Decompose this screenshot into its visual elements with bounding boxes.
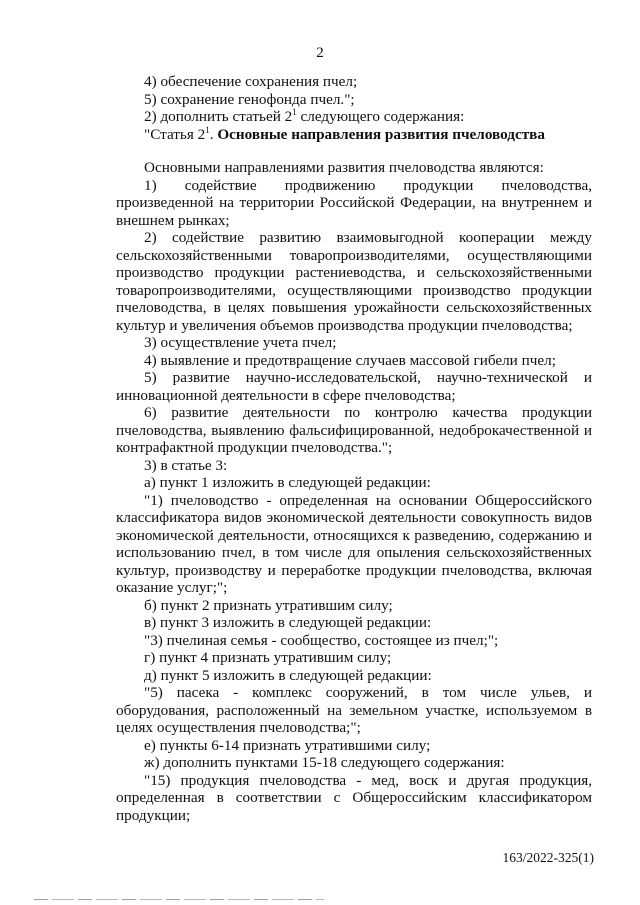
paragraph: б) пункт 2 признать утратившим силу; bbox=[144, 596, 393, 614]
document-body bbox=[116, 73, 592, 824]
text-line bbox=[116, 108, 592, 126]
article-heading bbox=[116, 126, 592, 144]
article-title: Основные направления развития пчеловодства bbox=[217, 125, 545, 143]
paragraph: "1) пчеловодство - определенная на основании Общероссийского классификатора видов экономической деятельности совокупность видов экономической деятельности, относящихся к разведению, содержанию и использованию пчел, в том числе для опыления сельскохозяйственных культур, производству и переработке продукции пчеловодства, включая оказание услуг;"; bbox=[116, 491, 592, 596]
paragraph: Основными направлениями развития пчеловодства являются: bbox=[144, 159, 544, 176]
paragraph: г) пункт 4 признать утратившим силу; bbox=[144, 649, 392, 666]
paragraph: в) пункт 3 изложить в следующей редакции: bbox=[144, 614, 432, 631]
paragraph: 6) развитие деятельности по контролю качества продукции пчеловодства, выявлению фальсифицированной, недоброкачественной и контрафактной продукции пчеловодства."; bbox=[116, 404, 592, 456]
paragraph: 5) развитие научно-исследовательской, научно-технической и инновационной деятельности в сфере пчеловодства; bbox=[116, 369, 592, 404]
text-line: 5) сохранение генофонда пчел."; bbox=[144, 90, 355, 108]
paragraph: д) пункт 5 изложить в следующей редакции: bbox=[144, 666, 432, 684]
paragraph: 3) в статье 3: bbox=[144, 456, 228, 474]
paragraph: 3) осуществление учета пчел; bbox=[144, 334, 337, 351]
paragraph: а) пункт 1 изложить в следующей редакции: bbox=[144, 474, 431, 491]
paragraph: "15) продукция пчеловодства - мед, воск и другая продукция, определенная в соответствии с Общероссийским классификатором продукции; bbox=[116, 771, 592, 824]
paragraph: "5) пасека - комплекс сооружений, в том числе ульев, и оборудования, расположенный на земельном участке, используемом в целях осуществления пчеловодства;"; bbox=[116, 684, 592, 736]
superscript: 1 bbox=[205, 124, 210, 135]
paragraph: 4) выявление и предотвращение случаев массовой гибели пчел; bbox=[144, 351, 556, 369]
paragraph: 1) содействие продвижению продукции пчеловодства, произведенной на территории Российской Федерации, на внутреннем и внешнем рынках; bbox=[116, 176, 592, 229]
text-fragment: 2) дополнить статьей 2 bbox=[144, 108, 293, 125]
text-line: 4) обеспечение сохранения пчел; bbox=[144, 73, 358, 90]
scan-artifact-line bbox=[34, 899, 324, 900]
article-label: "Статья 2 bbox=[144, 125, 206, 143]
paragraph: е) пункты 6-14 признать утратившими силу; bbox=[144, 736, 431, 754]
text-fragment: . bbox=[209, 125, 218, 143]
text-fragment: следующего содержания: bbox=[296, 108, 465, 125]
document-code: 163/2022-325(1) bbox=[502, 850, 594, 865]
paragraph: 2) содействие развитию взаимовыгодной кооперации между сельскохозяйственными товаропроизводителями, осуществляющими производство продукции растениеводства, и сельскохозяйственными товаропроизводителями, осуществляющими производство продукции пчеловодства, в целях повышения урожайности сельскохозяйственных культур и увеличения объемов производства продукции пчеловодства; bbox=[116, 229, 592, 334]
paragraph: ж) дополнить пунктами 15-18 следующего содержания: bbox=[144, 754, 505, 771]
page-number: 2 bbox=[316, 45, 324, 61]
paragraph-gap bbox=[116, 143, 592, 159]
superscript: 1 bbox=[292, 106, 297, 117]
paragraph: "3) пчелиная семья - сообщество, состоящее из пчел;"; bbox=[144, 631, 499, 649]
